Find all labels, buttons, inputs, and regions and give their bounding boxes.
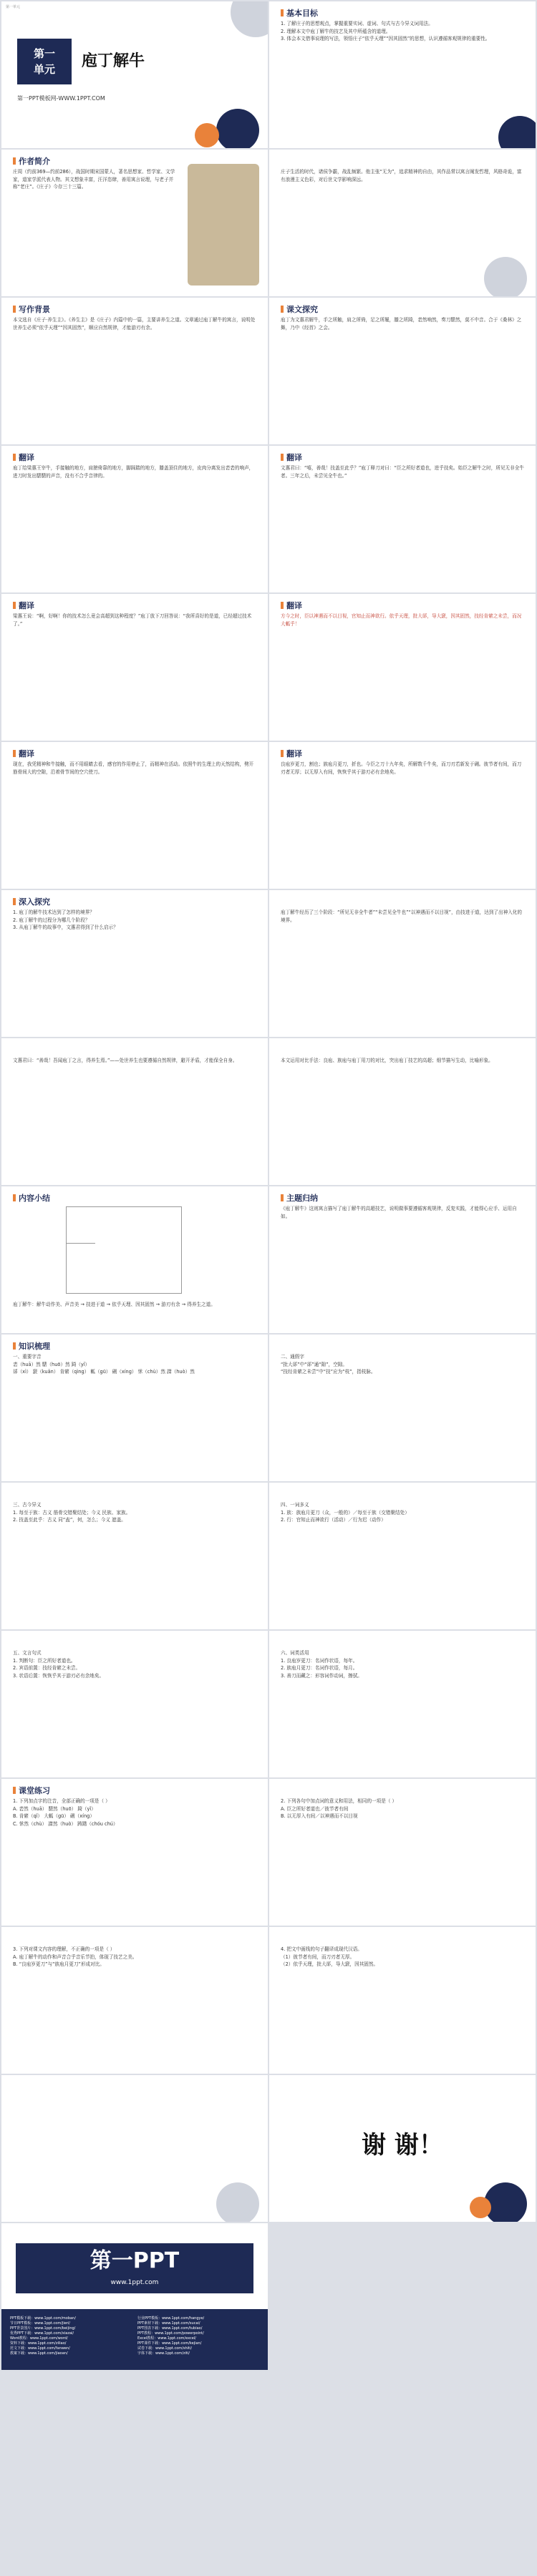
slide-21[interactable] <box>1 1483 268 1629</box>
slide-title: 内容小结 <box>13 1192 50 1204</box>
slide-body: 1. 庖丁的解牛技术达到了怎样的境界？ 2. 庖丁解牛的过程分为哪几个阶段？ 3. 从庖丁解牛的故事中，文惠君得到了什么启示？ <box>13 909 118 930</box>
slide-title: 翻译 <box>13 600 34 611</box>
slide-body: 庖丁解牛：解牛动作美、声音美 → 技进于道 → 依乎天理、因其固然 → 游刃有余 → 得养生之道。 <box>13 1302 216 1307</box>
slide-29[interactable] <box>1 2075 268 2222</box>
slide-17[interactable] <box>1 1186 268 1333</box>
slide-18[interactable] <box>269 1186 536 1333</box>
slide-24[interactable] <box>269 1631 536 1777</box>
slide-8[interactable] <box>269 446 536 592</box>
slide-body: 文惠君曰：“善哉！吾闻庖丁之言，得养生焉。”——处世养生也要遵循自然规律，避开矛盾，才能保全自身。 <box>13 1058 238 1063</box>
deco-circle <box>216 109 259 148</box>
slide-4[interactable] <box>269 150 536 296</box>
slide-title: 翻译 <box>13 452 34 463</box>
slide-12[interactable] <box>269 742 536 889</box>
slide-body: 庄周（约前369—约前286），战国时期宋国蒙人，著名思想家、哲学家、文学家，道家学派代表人物。其文想象丰富，汪洋恣肆，善用寓言说理，与老子并称“老庄”。《庄子》今存三十三篇。 <box>13 169 175 190</box>
slide-title: 主题归纳 <box>281 1192 318 1204</box>
slide-title: 作者简介 <box>13 155 50 167</box>
slide-body: 六、词类活用 1. 良庖岁更刀：名词作状语，每年。 2. 族庖月更刀：名词作状语，每月。 3. 善刀而藏之：形容词作动词，擦拭。 <box>281 1650 362 1679</box>
ad-banner <box>1 2223 268 2370</box>
slide-body: 现在，我凭精神和牛接触，而不用眼睛去看，感官的作用停止了，而精神在活动。依照牛的生理上的天然结构，劈开筋骨间大的空隙，沿着骨节间的空穴使刀。 <box>13 761 254 775</box>
ad-links-col2[interactable]: 行业PPT模板：www.1ppt.com/hangye/ PPT素材下载：www.1ppt.com/sucai/ PPT图表下载：www.1ppt.com/tubiao/ PPT教程：www.1ppt.com/powerpoint/ Excel教程：www.1ppt.com/excel/ PPT课件下载：www.1ppt.com/kejian/ 试卷下载：www.1ppt.com/shiti/ 字体下载：www.1ppt.com/ziti/ <box>137 2316 205 2356</box>
slide-title: 知识梳理 <box>13 1340 50 1352</box>
deco-circle <box>231 1 268 37</box>
ad-links-col1[interactable]: PPT模板下载：www.1ppt.com/moban/ 节日PPT模板：www.1ppt.com/jieri/ PPT背景图片：www.1ppt.com/beijing/ 优秀PPT下载：www.1ppt.com/xiazai/ Word教程：www.1ppt.com/word/ 资料下载：www.1ppt.com/ziliao/ 范文下载：www.1ppt.com/fanwen/ 教案下载：www.1ppt.com/jiaoan/ <box>10 2316 76 2356</box>
slide-body: 庖丁为文惠君解牛，手之所触，肩之所倚，足之所履，膝之所踦，砉然响然，奏刀騞然，莫不中音。合于《桑林》之舞，乃中《经首》之会。 <box>281 317 522 331</box>
ad-footer <box>1 2309 268 2370</box>
site-label: 第一PPT模板网-WWW.1PPT.COM <box>17 95 105 102</box>
slide-30-thanks[interactable] <box>269 2075 536 2222</box>
slide-2[interactable] <box>269 1 536 148</box>
slide-31-ad[interactable] <box>1 2223 268 2370</box>
slide-body: 1. 了解庄子的思想观点，掌握重要实词、虚词、句式与古今异义词用法。 2. 理解本文中庖丁解牛的技艺及其中所蕴含的道理。 3. 体会本文借事说理的写法，领悟庄子“依乎天理”“因其固然”的思想，认识遵循客观规律的重要性。 <box>281 21 490 42</box>
slide-9[interactable] <box>1 594 268 741</box>
deco-circle <box>484 2182 527 2222</box>
slide-27[interactable] <box>1 1927 268 2074</box>
slide-5[interactable] <box>1 298 268 444</box>
slide-body: 四、一词多义 1. 族：族庖月更刀（众，一般的）／每至于族（交错聚结处） 2. 行：官知止而神欲行（活动）／行为迟（动作） <box>281 1502 410 1523</box>
thanks-text: 谢 谢！ <box>362 2131 443 2160</box>
slide-body: 本文选自《庄子·养生主》。《养生主》是《庄子》内篇中的一篇，主要讲养生之道。文章通过庖丁解牛的寓言，说明处世养生必须“依乎天理”“因其固然”，顺应自然规律，才能游刃有余。 <box>13 317 256 331</box>
main-title: 庖丁解牛 <box>82 52 145 70</box>
slide-body: 本文运用对比手法：良庖、族庖与庖丁用刀的对比，突出庖丁技艺的高超；细节描写生动，比喻形象。 <box>281 1058 493 1063</box>
ad-logo <box>16 2243 253 2293</box>
slide-15[interactable] <box>1 1038 268 1185</box>
unit-badge: 第一 单元 <box>17 39 72 84</box>
slide-body: 庖丁给梁惠王宰牛，手接触的地方，肩膀倚靠的地方，脚踩踏的地方，膝盖顶住的地方，皮肉分离发出砉砉的响声，进刀时发出騞騞的声音，没有不合乎音律的。 <box>13 465 254 479</box>
slide-title: 写作背景 <box>13 303 50 315</box>
slide-body: 《庖丁解牛》这则寓言描写了庖丁解牛的高超技艺，说明做事要遵循客观规律，反复实践，才能得心应手、运用自如。 <box>281 1206 517 1219</box>
slide-body: 二、通假字 “批大郤”中“郤”通“隙”，空隙。 “技经肯綮之未尝”中“技”应为“枝”，指枝脉。 <box>281 1354 376 1375</box>
slide-25[interactable] <box>1 1779 268 1926</box>
deco-circle <box>484 257 527 296</box>
cover-header: 第一单元 <box>6 5 21 9</box>
ad-logo-text: 第一PPT <box>90 2248 180 2273</box>
slide-body: 五、文言句式 1. 判断句：臣之所好者道也。 2. 宾语前置：技经肯綮之未尝。 3. 状语后置：恢恢乎其于游刃必有余地矣。 <box>13 1650 105 1679</box>
slide-body: 三、古今异义 1. 每至于族：古义 筋骨交错聚结处；今义 民族、家族。 2. 技盖至此乎：古义 同“盍”，何，怎么；今义 遮盖。 <box>13 1502 131 1523</box>
ad-logo-sub: www.1ppt.com <box>110 2279 159 2286</box>
slide-title: 课文探究 <box>281 303 318 315</box>
slide-title: 翻译 <box>281 600 302 611</box>
summary-diagram <box>66 1206 182 1294</box>
slide-body: 梁惠王说：“啊，好啊！你的技术怎么竟会高超到这种程度？”庖丁放下刀回答说：“我所喜好的是道，已经超过技术了。” <box>13 613 252 627</box>
slide-20[interactable] <box>269 1335 536 1481</box>
slide-3[interactable] <box>1 150 268 296</box>
slide-title: 翻译 <box>13 748 34 759</box>
slide-body: 良庖岁更刀，割也；族庖月更刀，折也。今臣之刀十九年矣，所解数千牛矣，而刀刃若新发于硎。彼节者有间，而刀刃者无厚；以无厚入有间，恢恢乎其于游刃必有余地矣。 <box>281 761 522 775</box>
portrait-image <box>188 164 259 286</box>
slide-14[interactable] <box>269 890 536 1037</box>
slide-title: 基本目标 <box>281 7 318 19</box>
slide-title: 深入探究 <box>13 896 50 907</box>
slide-title: 课堂练习 <box>13 1785 50 1796</box>
diagram-line <box>67 1243 95 1244</box>
slide-28[interactable] <box>269 1927 536 2074</box>
slide-body: 3. 下列对课文内容的理解，不正确的一项是（ ） A. 庖丁解牛的动作和声音合乎音乐节拍，体现了技艺之美。 B. “良庖岁更刀”与“族庖月更刀”形成对比。 <box>13 1946 137 1967</box>
slide-body: 方今之时，臣以神遇而不以目视，官知止而神欲行。依乎天理，批大郤，导大窾，因其固然，技经肯綮之未尝，而况大軱乎！ <box>281 613 522 627</box>
slide-26[interactable] <box>269 1779 536 1926</box>
deco-circle <box>470 2197 491 2218</box>
slide-19[interactable] <box>1 1335 268 1481</box>
slide-body: 一、重要字音 砉（huā）然 騞（huō）然 踦（yǐ） 郤（xì） 窾（kuǎn） 肯綮（qìng） 軱（gū） 硎（xíng） 怵（chù）然 謋（huò）然 <box>13 1354 195 1375</box>
slide-title: 翻译 <box>281 748 302 759</box>
deco-circle <box>216 2182 259 2222</box>
slide-22[interactable] <box>269 1483 536 1629</box>
slide-16[interactable] <box>269 1038 536 1185</box>
slide-7[interactable] <box>1 446 268 592</box>
slide-10[interactable] <box>269 594 536 741</box>
slide-13[interactable] <box>1 890 268 1037</box>
slide-body: 4. 把文中画线的句子翻译成现代汉语。 （1）彼节者有间，而刀刃者无厚。 （2）依乎天理，批大郤，导大窾，因其固然。 <box>281 1946 379 1967</box>
slide-6[interactable] <box>269 298 536 444</box>
slide-title: 翻译 <box>281 452 302 463</box>
slide-body: 文惠君曰：“嘻，善哉！技盖至此乎？”庖丁释刀对曰：“臣之所好者道也，进乎技矣。始臣之解牛之时，所见无非全牛者。三年之后，未尝见全牛也。” <box>281 465 524 479</box>
slide-body: 1. 下列加点字的注音，全部正确的一项是（ ） A. 砉然（huā） 騞然（huō） 踦（yǐ） B. 肯綮（qǐ） 大軱（gū） 硎（xíng） C. 怵然（chù） 謋然（huò） 踌躇（chóu chú） <box>13 1798 118 1827</box>
slide-11[interactable] <box>1 742 268 889</box>
slide-body: 2. 下列各句中加点词的意义和用法，相同的一项是（ ） A. 臣之所好者道也／彼节者有间 B. 以无厚入有间／以神遇而不以目视 <box>281 1798 397 1819</box>
deco-circle <box>195 123 219 147</box>
slide-body: 庄子生活的时代，诸侯争霸，战乱频繁。他主张“无为”，追求精神的自由，其作品常以寓言阐发哲理，风格奇诡，富有浪漫主义色彩，对后世文学影响深远。 <box>281 169 522 182</box>
deco-circle <box>498 116 536 148</box>
slide-body: 庖丁解牛经历了三个阶段：“所见无非全牛者”“未尝见全牛也”“以神遇而不以目视”，由技进于道，达到了出神入化的境界。 <box>281 909 522 923</box>
slide-23[interactable] <box>1 1631 268 1777</box>
slide-1-cover[interactable] <box>1 1 268 148</box>
